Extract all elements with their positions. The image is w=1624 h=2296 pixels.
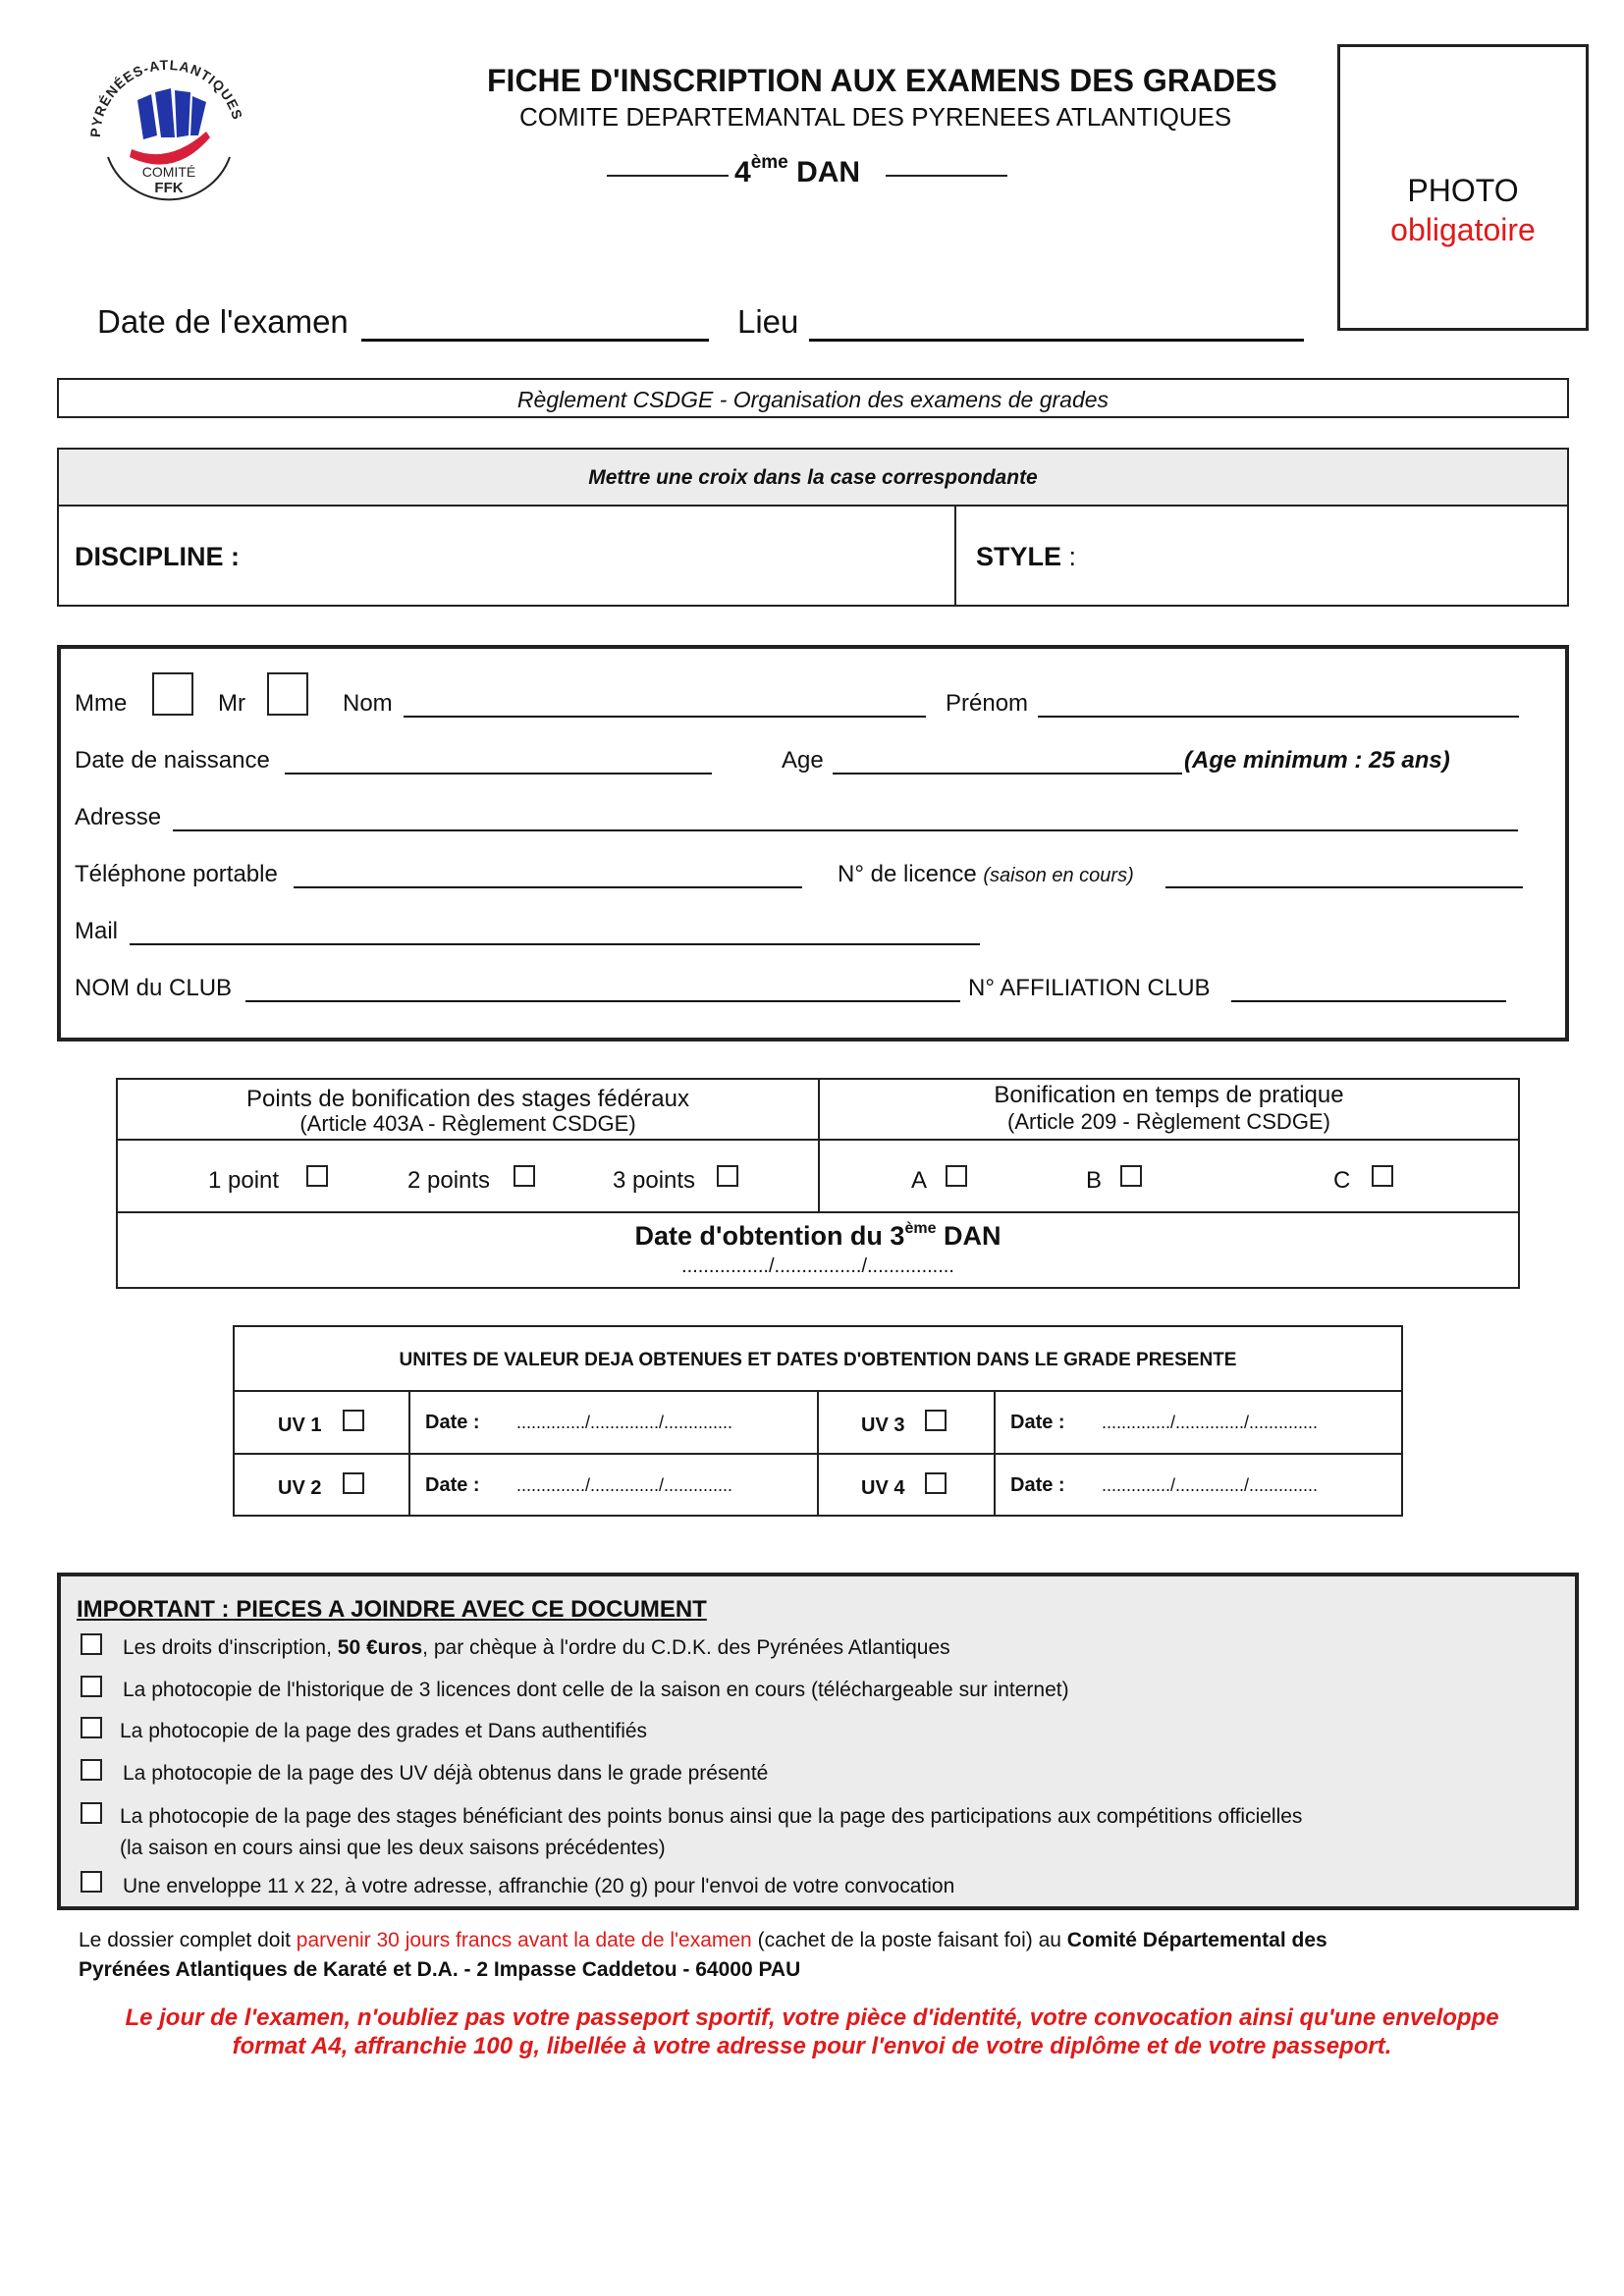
- third-dan-date-suffix: DAN: [936, 1221, 1001, 1251]
- uv2-date-field[interactable]: ............../............../..............: [516, 1475, 733, 1495]
- uv4-date-label: Date :: [1010, 1474, 1065, 1496]
- affiliation-label: N° AFFILIATION CLUB: [968, 975, 1211, 1001]
- address-field[interactable]: [173, 829, 1518, 831]
- logo: [81, 39, 257, 206]
- important-item-1-part-c: , par chèque à l'ordre du C.D.K. des Pyrénées Atlantiques: [422, 1636, 950, 1659]
- third-dan-date-superscript: ème: [904, 1220, 937, 1237]
- bonif-divider-header: [118, 1139, 1518, 1141]
- reglement-bar: [57, 378, 1569, 418]
- mme-checkbox[interactable]: [152, 672, 193, 716]
- logo-emblem-icon: [81, 39, 257, 206]
- exam-date-field[interactable]: [361, 339, 709, 342]
- third-dan-date-prefix: Date d'obtention du 3: [634, 1221, 905, 1251]
- birthdate-label: Date de naissance: [75, 747, 270, 774]
- uv-divider-2: [817, 1390, 819, 1517]
- important-item-1-fee: 50 €uros: [337, 1636, 423, 1659]
- important-item-3: La photocopie de la page des grades et Dans authentifiés: [120, 1720, 648, 1742]
- uv2-date-label: Date :: [425, 1474, 480, 1496]
- uv-divider-3: [994, 1390, 996, 1517]
- uv2-checkbox[interactable]: [343, 1472, 364, 1494]
- important-item-6: Une enveloppe 11 x 22, à votre adresse, affranchie (20 g) pour l'envoi de votre convocation: [123, 1875, 955, 1897]
- important-item-1-part-a: Les droits d'inscription,: [123, 1636, 338, 1659]
- uv1-date-label: Date :: [425, 1412, 480, 1433]
- important-item-5-checkbox[interactable]: [81, 1802, 102, 1824]
- uv4-checkbox[interactable]: [925, 1472, 947, 1494]
- important-item-5: La photocopie de la page des stages bénéficiant des points bonus ainsi que la page des participations aux compétitions officielles: [120, 1805, 1303, 1828]
- important-item-6-checkbox[interactable]: [81, 1871, 102, 1893]
- nom-label: Nom: [343, 690, 393, 717]
- birthdate-field[interactable]: [285, 773, 712, 774]
- exam-lieu-label: Lieu: [737, 303, 799, 340]
- practice-option-b-checkbox[interactable]: [1120, 1165, 1142, 1187]
- logo-comite-text: COMITÉ: [141, 164, 196, 180]
- footer-address: Pyrénées Atlantiques de Karaté et D.A. - 2 Impasse Caddetou - 64000 PAU: [79, 1958, 801, 1981]
- mail-field[interactable]: [130, 943, 980, 945]
- important-title: IMPORTANT : PIECES A JOINDRE AVEC CE DOCUMENT: [77, 1596, 707, 1623]
- exam-day-reminder-line1: Le jour de l'examen, n'oubliez pas votre passeport sportif, votre pièce d'identité, votre convocation ainsi qu'une enveloppe: [125, 2004, 1499, 2031]
- bonif-stages-title: Points de bonification des stages fédéraux: [246, 1086, 689, 1112]
- important-box: [57, 1573, 1579, 1910]
- important-item-1-checkbox[interactable]: [81, 1633, 102, 1655]
- uv3-label: UV 3: [861, 1415, 905, 1436]
- practice-option-c-checkbox[interactable]: [1372, 1165, 1393, 1187]
- footer-deadline: parvenir 30 jours francs avant la date de l'examen: [296, 1929, 752, 1951]
- club-label: NOM du CLUB: [75, 975, 233, 1001]
- logo-ffk-text: FFK: [154, 180, 184, 196]
- prenom-label: Prénom: [946, 690, 1029, 717]
- identity-box: [57, 645, 1569, 1041]
- point-option-2-label: 2 points: [407, 1167, 491, 1194]
- dan-rule-left: [607, 175, 729, 177]
- footer-part-a: Le dossier complet doit: [79, 1929, 297, 1951]
- important-item-3-checkbox[interactable]: [81, 1717, 102, 1738]
- uv-table-header: UNITES DE VALEUR DEJA OBTENUES ET DATES D'OBTENTION DANS LE GRADE PRESENTE: [399, 1350, 1237, 1370]
- third-dan-date-title: [118, 1221, 1518, 1250]
- discipline-instruction: Mettre une croix dans la case correspondante: [588, 466, 1038, 489]
- licence-field[interactable]: [1165, 886, 1523, 888]
- licence-label-text: N° de licence: [838, 861, 977, 887]
- mail-label: Mail: [75, 918, 119, 944]
- mr-label: Mr: [218, 690, 245, 717]
- reglement-text: Règlement CSDGE - Organisation des examens de grades: [516, 387, 1110, 412]
- photo-label: PHOTO: [1407, 173, 1519, 208]
- uv-table: [233, 1325, 1403, 1517]
- bonif-practice-subtitle: (Article 209 - Règlement CSDGE): [1007, 1109, 1330, 1134]
- mr-checkbox[interactable]: [267, 672, 308, 716]
- dan-superscript: ème: [750, 152, 788, 173]
- phone-field[interactable]: [294, 886, 802, 888]
- photo-required-label: obligatoire: [1390, 212, 1536, 247]
- nom-field[interactable]: [404, 716, 926, 718]
- age-minimum-note: (Age minimum : 25 ans): [1184, 747, 1450, 774]
- discipline-label: DISCIPLINE :: [75, 542, 241, 571]
- committee-subtitle: COMITE DEPARTEMANTAL DES PYRENEES ATLANTIQUES: [519, 102, 1232, 132]
- dan-label: DAN: [796, 156, 861, 188]
- uv3-date-label: Date :: [1010, 1412, 1065, 1433]
- point-option-2-checkbox[interactable]: [514, 1165, 535, 1187]
- exam-date-label: Date de l'examen: [97, 303, 349, 340]
- uv1-checkbox[interactable]: [343, 1410, 364, 1431]
- practice-option-a-checkbox[interactable]: [946, 1165, 967, 1187]
- footer-instructions-line1: [79, 1930, 1327, 1950]
- third-dan-date-field[interactable]: ................/................/................: [681, 1255, 954, 1277]
- footer-committee: Comité Départemental des: [1066, 1929, 1327, 1951]
- address-label: Adresse: [75, 804, 162, 830]
- age-field[interactable]: [833, 773, 1182, 774]
- phone-label: Téléphone portable: [75, 861, 278, 887]
- practice-option-b-label: B: [1086, 1167, 1103, 1194]
- style-label-text: STYLE: [976, 542, 1062, 571]
- affiliation-field[interactable]: [1231, 1000, 1506, 1002]
- exam-lieu-field[interactable]: [809, 339, 1304, 342]
- bonification-table: [116, 1078, 1520, 1289]
- important-item-2-checkbox[interactable]: [81, 1676, 102, 1697]
- exam-day-reminder-line2: format A4, affranchie 100 g, libellée à votre adresse pour l'envoi de votre diplôme et de votre passeport.: [232, 2033, 1392, 2059]
- practice-option-a-label: A: [911, 1167, 928, 1194]
- uv3-checkbox[interactable]: [925, 1410, 947, 1431]
- uv1-date-field[interactable]: ............../............../..............: [516, 1413, 733, 1432]
- uv1-label: UV 1: [278, 1415, 322, 1436]
- point-option-1-checkbox[interactable]: [306, 1165, 328, 1187]
- discipline-field[interactable]: [314, 518, 943, 597]
- style-label: [976, 544, 1076, 570]
- bonif-divider-bottom: [118, 1211, 1518, 1213]
- licence-note: (saison en cours): [983, 865, 1134, 886]
- bonif-practice-title: Bonification en temps de pratique: [994, 1082, 1344, 1108]
- point-option-3-label: 3 points: [613, 1167, 696, 1194]
- point-option-3-checkbox[interactable]: [717, 1165, 738, 1187]
- prenom-field[interactable]: [1038, 716, 1519, 718]
- important-item-4: La photocopie de la page des UV déjà obtenus dans le grade présenté: [123, 1762, 769, 1785]
- form-title: FICHE D'INSCRIPTION AUX EXAMENS DES GRADES: [487, 63, 1277, 98]
- uv4-date-field[interactable]: ............../............../..............: [1102, 1475, 1319, 1495]
- uv3-date-field[interactable]: ............../............../..............: [1102, 1413, 1319, 1432]
- discipline-table: [57, 448, 1569, 607]
- logo-arc-text: PYRÉNÉES-ATLANTIQUES: [86, 56, 246, 138]
- style-field[interactable]: [1080, 518, 1551, 597]
- photo-box[interactable]: [1337, 44, 1589, 331]
- footer-part-c: (cachet de la poste faisant foi) au: [751, 1929, 1067, 1951]
- age-label: Age: [782, 747, 824, 774]
- club-field[interactable]: [245, 1000, 960, 1002]
- discipline-divider: [954, 505, 956, 607]
- important-item-2: La photocopie de l'historique de 3 licences dont celle de la saison en cours (téléchargeable sur internet): [123, 1679, 1069, 1701]
- style-label-colon: :: [1061, 542, 1077, 571]
- important-item-4-checkbox[interactable]: [81, 1759, 102, 1781]
- mme-label: Mme: [75, 690, 128, 717]
- uv4-label: UV 4: [861, 1477, 905, 1499]
- important-item-5-note: (la saison en cours ainsi que les deux saisons précédentes): [120, 1837, 666, 1859]
- dan-rule-right: [886, 175, 1007, 177]
- point-option-1-label: 1 point: [208, 1167, 280, 1194]
- discipline-header-band: [59, 450, 1567, 507]
- uv-divider-1: [408, 1390, 410, 1517]
- dan-number: 4: [734, 156, 751, 188]
- important-item-1: [123, 1637, 950, 1658]
- bonif-stages-subtitle: (Article 403A - Règlement CSDGE): [299, 1111, 636, 1136]
- licence-label: [838, 863, 1134, 886]
- dan-heading: [734, 153, 860, 187]
- uv2-label: UV 2: [278, 1477, 322, 1499]
- practice-option-c-label: C: [1333, 1167, 1351, 1194]
